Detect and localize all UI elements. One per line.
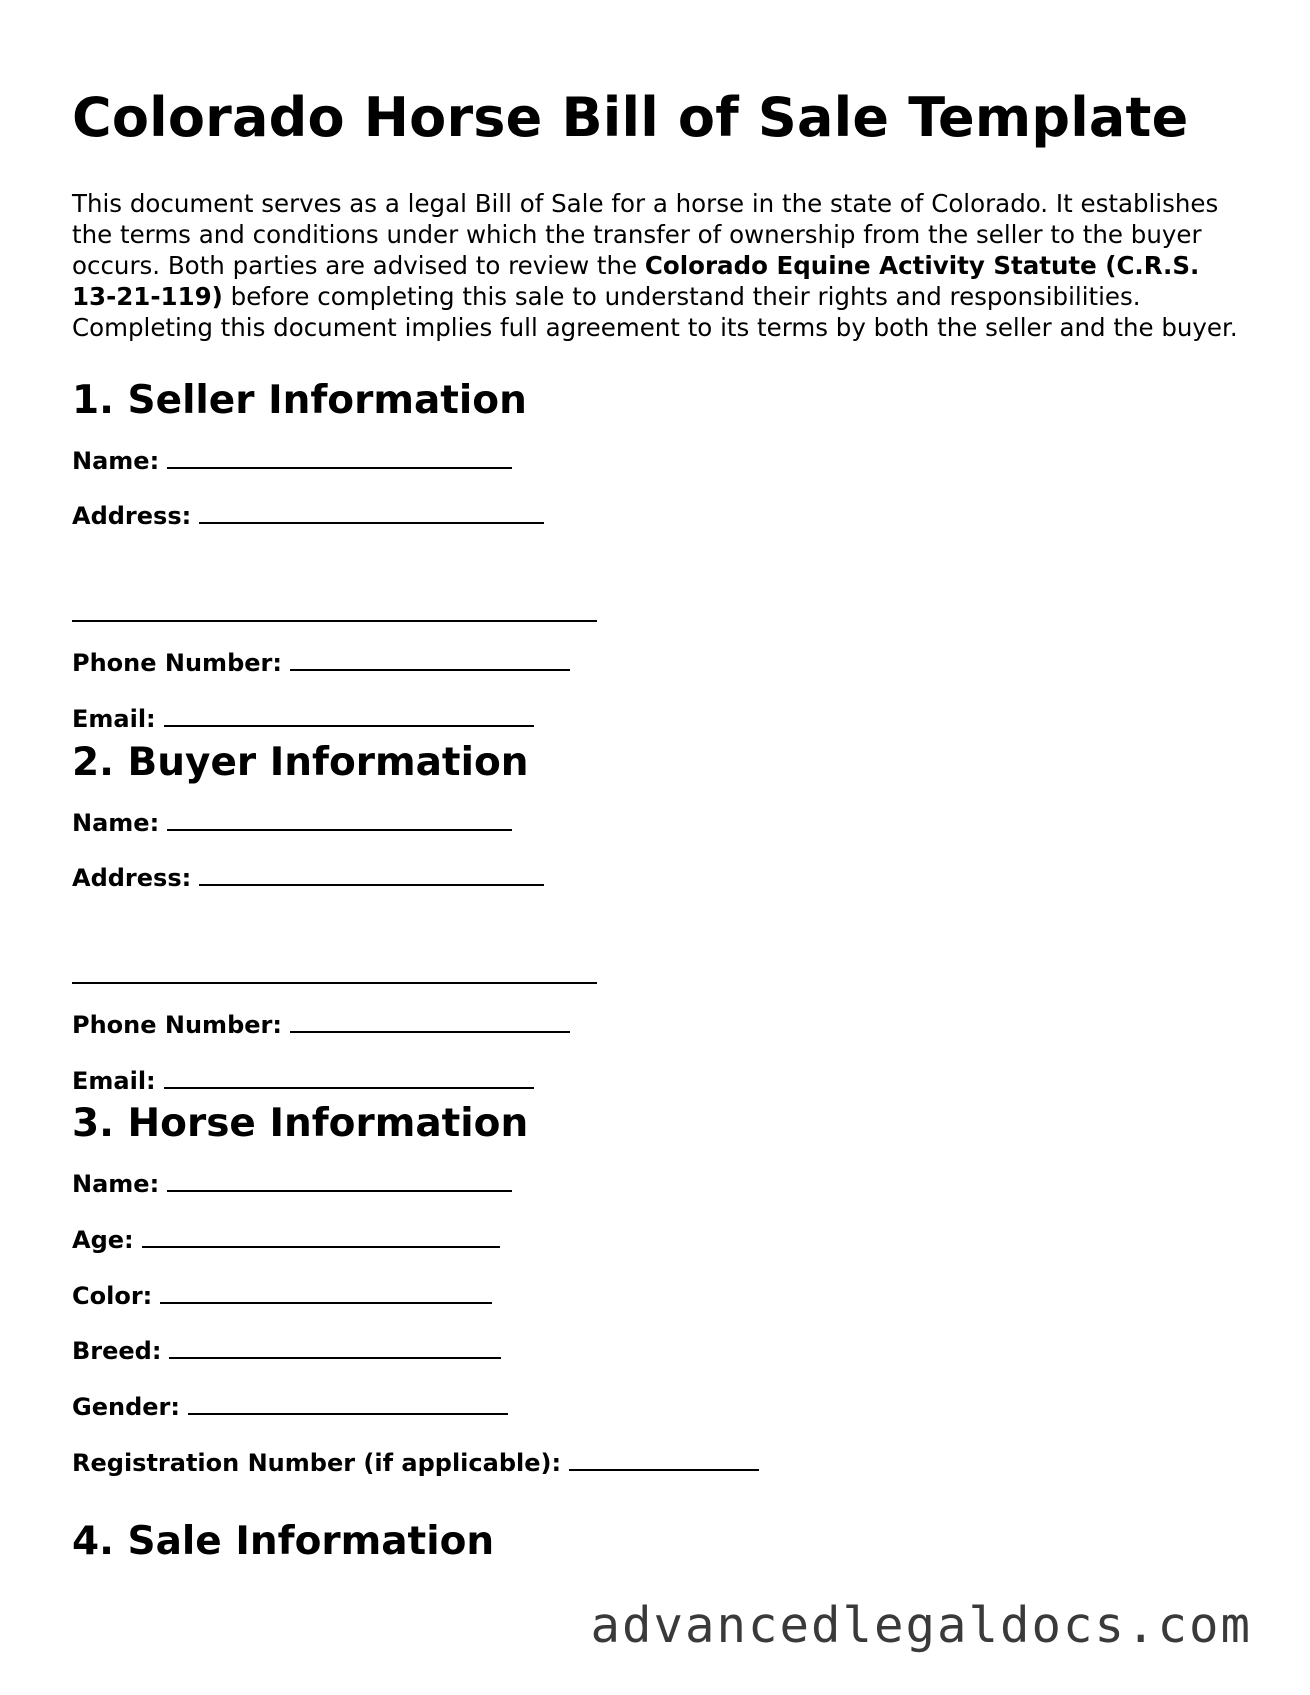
seller-name-field: [72, 445, 512, 476]
horse-name-blank[interactable]: [167, 1168, 512, 1192]
horse-color-blank[interactable]: [160, 1280, 492, 1304]
buyer-email-field: [72, 1065, 534, 1096]
horse-breed-field: [72, 1335, 501, 1366]
buyer-address-label: Address:: [72, 864, 192, 892]
seller-address-label: Address:: [72, 502, 192, 530]
seller-address-field: [72, 500, 544, 531]
buyer-phone-label: Phone Number:: [72, 1011, 282, 1039]
buyer-phone-blank[interactable]: [290, 1009, 570, 1033]
seller-address-line2-blank[interactable]: [72, 618, 597, 622]
horse-breed-label: Breed:: [72, 1337, 162, 1365]
buyer-name-field: [72, 807, 512, 838]
intro-statute-reference: Colorado Equine Activity Statute (C.R.S. 13-21-119): [72, 251, 1200, 311]
document-title: Colorado Horse Bill of Sale Template: [72, 86, 1189, 149]
seller-phone-label: Phone Number:: [72, 649, 282, 677]
horse-gender-field: [72, 1391, 508, 1422]
horse-gender-blank[interactable]: [188, 1391, 508, 1415]
horse-registration-blank[interactable]: [569, 1447, 759, 1471]
horse-name-field: [72, 1168, 512, 1199]
intro-text-part2: before completing this sale to understand their rights and responsibilities. Completing this document implies full agreement to its terms by both the seller and the buyer.: [72, 282, 1238, 342]
seller-email-label: Email:: [72, 705, 156, 733]
seller-name-label: Name:: [72, 447, 160, 475]
intro-text-part1: This document serves as a legal Bill of Sale for a horse in the state of Colorado. It establishes the terms and conditions under which the transfer of ownership from the seller to the buyer occurs. Both parties are advised to review the: [72, 189, 1219, 280]
horse-age-field: [72, 1224, 500, 1255]
seller-email-field: [72, 703, 534, 734]
intro-paragraph: [72, 188, 1242, 343]
seller-address-blank[interactable]: [199, 500, 544, 524]
seller-email-blank[interactable]: [164, 703, 534, 727]
buyer-email-blank[interactable]: [164, 1065, 534, 1089]
horse-color-label: Color:: [72, 1282, 153, 1310]
buyer-address-blank[interactable]: [199, 862, 544, 886]
horse-registration-label: Registration Number (if applicable):: [72, 1449, 562, 1477]
buyer-address-field: [72, 862, 544, 893]
buyer-phone-field: [72, 1009, 570, 1040]
horse-age-blank[interactable]: [142, 1224, 500, 1248]
seller-phone-blank[interactable]: [290, 647, 570, 671]
seller-phone-field: [72, 647, 570, 678]
horse-gender-label: Gender:: [72, 1393, 180, 1421]
horse-registration-field: [72, 1447, 759, 1478]
horse-age-label: Age:: [72, 1226, 134, 1254]
buyer-email-label: Email:: [72, 1067, 156, 1095]
horse-section-heading: 3. Horse Information: [72, 1101, 529, 1146]
buyer-section-heading: 2. Buyer Information: [72, 740, 529, 785]
sale-section-heading: 4. Sale Information: [72, 1519, 495, 1564]
seller-section-heading: 1. Seller Information: [72, 378, 527, 423]
horse-breed-blank[interactable]: [169, 1335, 501, 1359]
seller-name-blank[interactable]: [167, 445, 512, 469]
horse-color-field: [72, 1280, 492, 1311]
buyer-address-line2-blank[interactable]: [72, 980, 597, 984]
horse-name-label: Name:: [72, 1170, 160, 1198]
site-watermark: advancedlegaldocs.com: [590, 1597, 1252, 1654]
buyer-name-label: Name:: [72, 809, 160, 837]
buyer-name-blank[interactable]: [167, 807, 512, 831]
